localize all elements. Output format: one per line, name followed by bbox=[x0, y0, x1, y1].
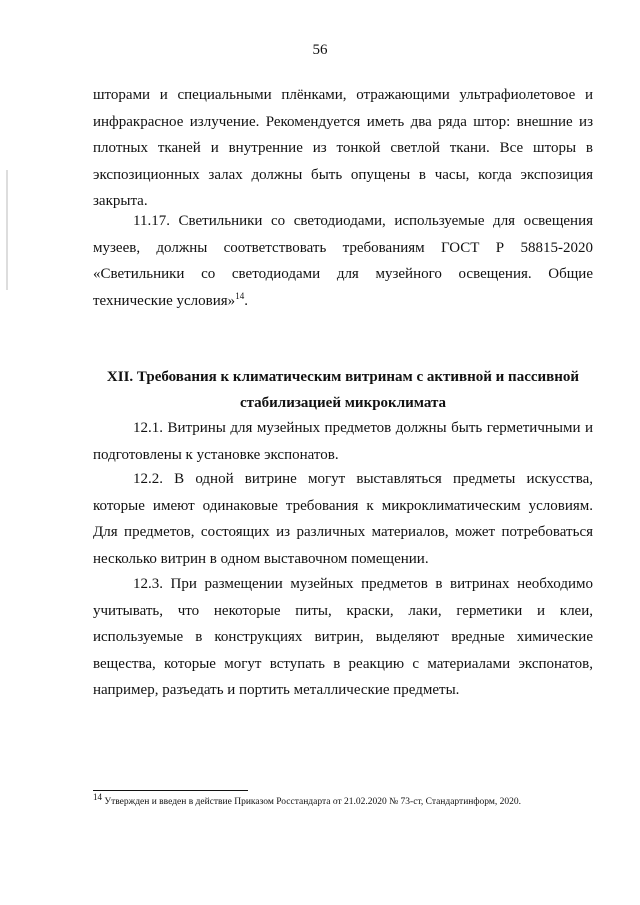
paragraph-12-2: 12.2. В одной витрине могут выставляться предметы искусства, которые имеют одинаковые требования к микроклиматическим условиям. Для предметов, состоящих из различных материалов, может потребоваться несколько витрин в одном выставочном помещении. bbox=[93, 471, 593, 567]
footnote-number: 14 bbox=[93, 791, 102, 802]
paragraph-curtains: шторами и специальными плёнками, отражающими ультрафиолетовое и инфракрасное излучение. Рекомендуется иметь два ряда штор: внешние из плотных тканей и внутренние из тонкой светлой ткани. Все шторы в экспозиционных залах должны быть опущены в часы, когда экспозиция закрыта. bbox=[93, 87, 593, 209]
section-heading-xii bbox=[93, 364, 593, 416]
footnote-reference: 14 bbox=[235, 290, 245, 301]
section-heading-line1: XII. Требования к климатическим витринам с активной и пассивной bbox=[106, 369, 580, 385]
scan-edge-mark bbox=[6, 170, 8, 290]
footnote bbox=[93, 791, 603, 808]
page-number: 56 bbox=[312, 42, 328, 58]
paragraph-12-1: 12.1. Витрины для музейных предметов должны быть герметичными и подготовлены к установке экспонатов. bbox=[93, 420, 593, 463]
section-heading-line2: стабилизацией микроклимата bbox=[239, 395, 447, 411]
paragraph-11-17-end: . bbox=[244, 292, 248, 309]
footnote-divider bbox=[93, 790, 248, 791]
footnote-text: Утвержден и введен в действие Приказом Росстандарта от 21.02.2020 № 73-ст, Стандартинформ, 2020. bbox=[102, 797, 522, 807]
paragraph-12-3: 12.3. При размещении музейных предметов в витринах необходимо учитывать, что некоторые питы, краски, лаки, герметики и клеи, используемые в конструкциях витрин, выделяют вредные химические вещества, которые могут вступать в реакцию с материалами экспонатов, например, разъедать и портить металлические предметы. bbox=[93, 576, 593, 698]
paragraph-11-17-text: 11.17. Светильники со светодиодами, используемые для освещения музеев, должны соответствовать требованиям ГОСТ Р 58815-2020 «Светильники со светодиодами для музейного освещения. Общие технические условия» bbox=[93, 213, 593, 309]
paragraph-11-17 bbox=[93, 208, 593, 314]
